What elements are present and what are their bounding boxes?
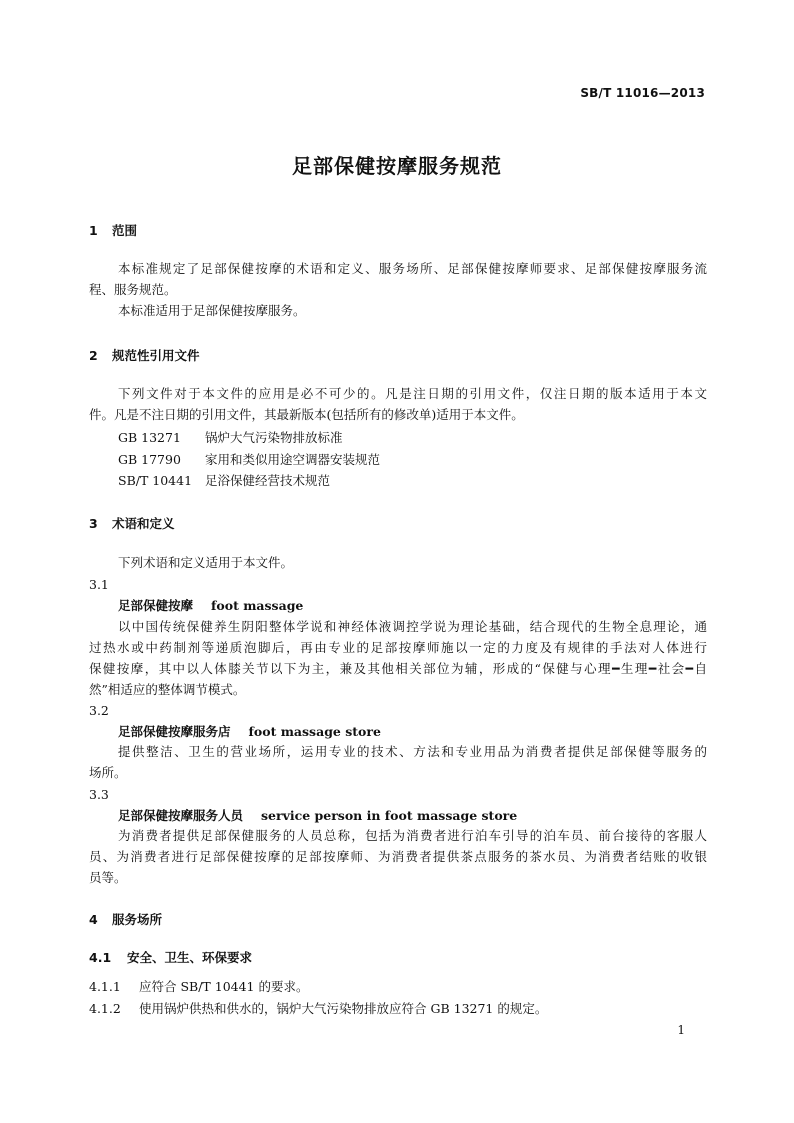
- term-english: foot massage: [211, 598, 304, 613]
- section-title: 术语和定义: [112, 516, 175, 531]
- term-heading: [118, 722, 381, 740]
- section-2-paragraph: [89, 383, 707, 404]
- text-line: 为消费者提供足部保健服务的人员总称，包括为消费者进行泊车引导的泊车员、前台接待的客服人: [118, 828, 707, 843]
- reference-item: [118, 449, 380, 470]
- text-line: 下列文件对于本文件的应用是必不可少的。凡是注日期的引用文件，仅注日期的版本适用于本文: [118, 386, 707, 401]
- section-title: 服务场所: [112, 912, 163, 927]
- text-line: 件。凡是不注日期的引用文件，其最新版本(包括所有的修改单)适用于本文件。: [89, 407, 524, 422]
- reference-code: GB 13271: [118, 430, 181, 445]
- section-3-intro: 下列术语和定义适用于本文件。: [118, 555, 294, 570]
- section-1-paragraph-1: [89, 258, 707, 279]
- section-number: 4: [89, 912, 98, 927]
- term-chinese: 足部保健按摩服务店: [118, 724, 231, 739]
- reference-item: [118, 427, 343, 448]
- term-english: service person in foot massage store: [261, 808, 518, 823]
- text-line: 本标准规定了足部保健按摩的术语和定义、服务场所、足部保健按摩师要求、足部保健按摩服务流: [118, 261, 707, 276]
- section-title: 规范性引用文件: [112, 348, 200, 363]
- section-number: 1: [89, 223, 98, 238]
- subsection-number: 4.1: [89, 950, 112, 965]
- clause-number: 4.1.1: [89, 979, 121, 994]
- reference-item: [118, 470, 330, 491]
- term-heading: [118, 596, 303, 614]
- term-definition: [89, 616, 707, 679]
- term-chinese: 足部保健按摩服务人员: [118, 808, 244, 823]
- section-3-heading: [89, 514, 175, 532]
- text-line: 保健按摩，其中以人体膝关节以下为主，兼及其他相关部位为辅，形成的“保健与心理━生理━社会━自: [89, 661, 707, 676]
- text-line: 过热水或中药制剂等递质泡脚后，再由专业的足部按摩师施以一定的力度及有规律的手法对人体进行: [89, 640, 707, 655]
- term-number: 3.2: [89, 703, 109, 718]
- reference-code: SB/T 10441: [118, 473, 193, 488]
- clause-item: [89, 977, 308, 995]
- section-number: 2: [89, 348, 98, 363]
- page-number: 1: [677, 1023, 685, 1037]
- term-number: 3.1: [89, 577, 109, 592]
- term-english: foot massage store: [248, 724, 381, 739]
- text-line: 以中国传统保健养生阴阳整体学说和神经体液调控学说为理论基础，结合现代的生物全息理论，通: [118, 619, 707, 634]
- text-line: 然”相适应的整体调节模式。: [89, 682, 246, 697]
- text-line: 员、为消费者进行足部保健按摩的足部按摩师、为消费者提供茶点服务的茶水员、为消费者结账的收银: [89, 849, 707, 864]
- text-line: 员等。: [89, 870, 127, 885]
- document-title: 足部保健按摩服务规范: [292, 154, 502, 178]
- reference-title: 锅炉大气污染物排放标准: [205, 430, 343, 445]
- subsection-4-1-heading: [89, 948, 252, 966]
- section-2-heading: [89, 346, 200, 364]
- term-definition: [89, 741, 707, 762]
- reference-title: 家用和类似用途空调器安装规范: [205, 452, 381, 467]
- clause-number: 4.1.2: [89, 1001, 121, 1016]
- term-definition: [89, 825, 707, 867]
- reference-code: GB 17790: [118, 452, 181, 467]
- term-chinese: 足部保健按摩: [118, 598, 194, 613]
- text-line: 程、服务规范。: [89, 282, 177, 297]
- section-1-heading: [89, 221, 137, 239]
- section-title: 范围: [112, 223, 138, 238]
- clause-text: 应符合 SB/T 10441 的要求。: [139, 979, 309, 994]
- clause-text: 使用锅炉供热和供水的，锅炉大气污染物排放应符合 GB 13271 的规定。: [139, 1001, 548, 1016]
- reference-title: 足浴保健经营技术规范: [205, 473, 331, 488]
- clause-item: [89, 999, 547, 1017]
- text-line: 场所。: [89, 765, 127, 780]
- term-heading: [118, 806, 517, 824]
- standard-number: SB/T 11016—2013: [580, 86, 705, 100]
- section-4-heading: [89, 910, 162, 928]
- text-line: 提供整洁、卫生的营业场所，运用专业的技术、方法和专业用品为消费者提供足部保健等服务的: [118, 744, 707, 759]
- subsection-title: 安全、卫生、环保要求: [127, 950, 253, 965]
- section-1-paragraph-2: 本标准适用于足部保健按摩服务。: [118, 303, 306, 318]
- term-number: 3.3: [89, 787, 109, 802]
- section-number: 3: [89, 516, 98, 531]
